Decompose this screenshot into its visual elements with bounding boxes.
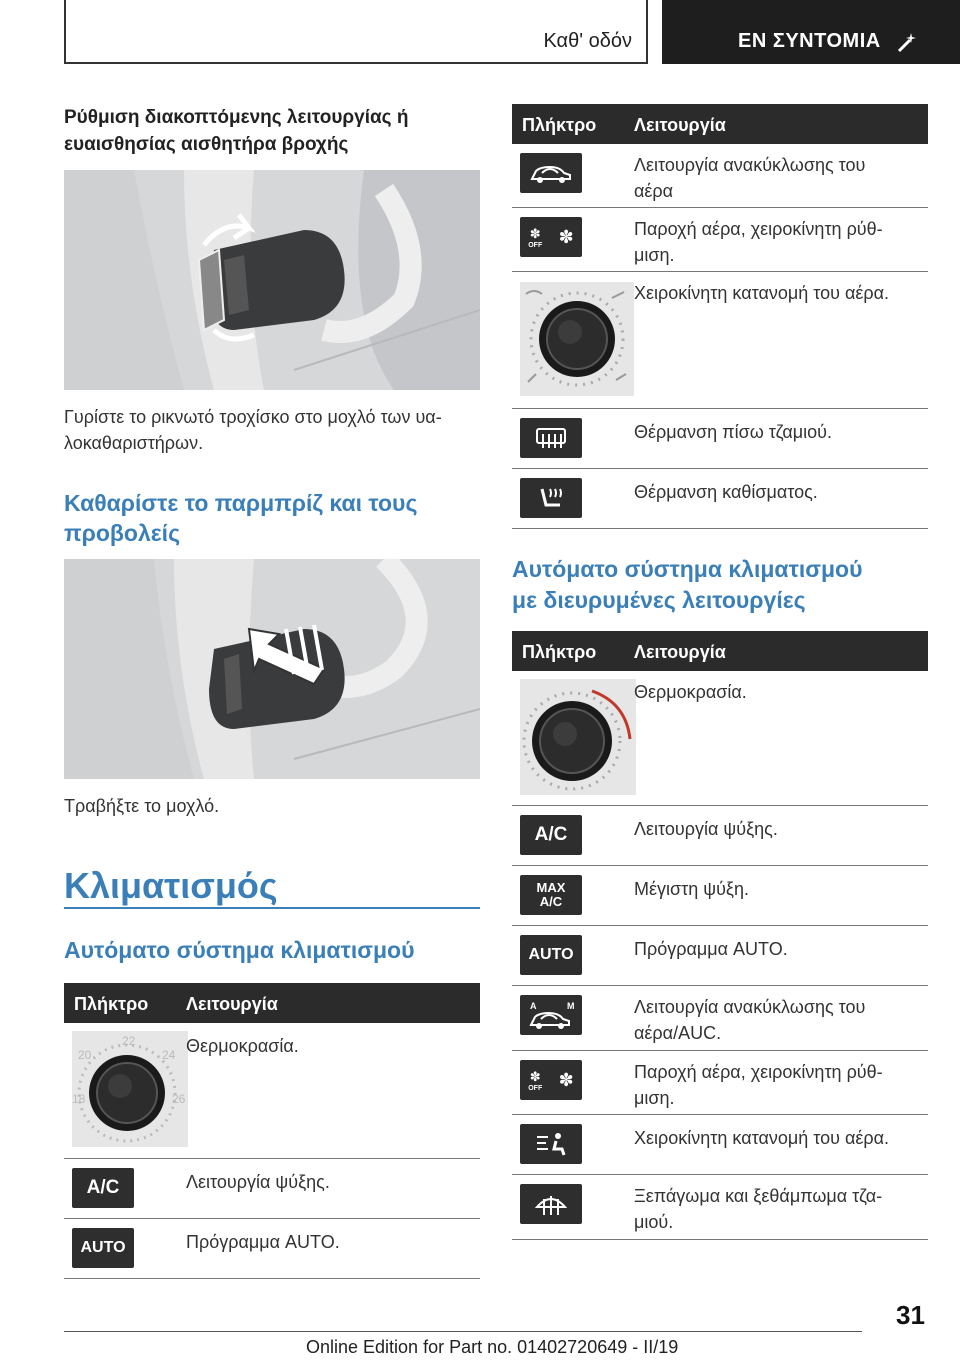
fan-button-icon[interactable]: ✽ OFF ✽: [520, 1060, 582, 1100]
caption-washer: Τραβήξτε το μοχλό.: [64, 796, 220, 816]
extended-heading: Αυτόματο σύστημα κλιματισμού με διευρυμένες λειτουργίες: [512, 556, 863, 613]
auto-button-icon[interactable]: AUTO: [520, 935, 582, 975]
fan-icon: ✽: [529, 225, 541, 241]
table-row: ✽ OFF ✽ Παροχή αέρα, χειροκίνητη ρύθ- μιση.: [512, 1051, 928, 1115]
table-row: Θέρμανση καθίσματος.: [512, 469, 928, 529]
temperature-knob-icon[interactable]: [520, 679, 636, 795]
ac-button-icon[interactable]: A/C: [72, 1168, 134, 1208]
svg-text:20: 20: [78, 1048, 92, 1062]
table-header: Πλήκτρο Λειτουργία: [512, 104, 928, 144]
recirculation-button-icon[interactable]: [520, 153, 582, 193]
table-row: A/C Λειτουργία ψύξης.: [64, 1159, 480, 1219]
air-distribution-button-icon[interactable]: [520, 1124, 582, 1164]
page-number: 31: [896, 1300, 925, 1330]
windshield-defrost-button-icon[interactable]: [520, 1184, 582, 1224]
header-chapter-label: ΕΝ ΣΥΝΤΟΜΙΑ: [738, 30, 881, 52]
svg-text:22: 22: [122, 1034, 136, 1048]
table-row: 22 24 20 18 26 Θερμοκρασία.: [64, 1023, 480, 1159]
seat-heating-button-icon[interactable]: [520, 478, 582, 518]
fan-icon: ✽: [558, 226, 574, 247]
svg-text:26: 26: [172, 1092, 186, 1106]
table-row: A M Λειτουργία ανακύκλωσης του αέρα/AUC.: [512, 986, 928, 1051]
table-row: Ξεπάγωμα και ξεθάμπωμα τζα- μιού.: [512, 1175, 928, 1240]
header-chapter-tab[interactable]: [662, 0, 960, 64]
fan-icon: ✽: [558, 1069, 574, 1090]
fan-icon: ✽: [529, 1068, 541, 1084]
table-header: Πλήκτρο Λειτουργία: [512, 631, 928, 671]
table-row: Χειροκίνητη κατανομή του αέρα.: [512, 1115, 928, 1175]
fan-button-icon[interactable]: ✽ OFF ✽: [520, 217, 582, 257]
table-row: AUTO Πρόγραμμα AUTO.: [64, 1219, 480, 1279]
svg-text:24: 24: [162, 1048, 176, 1062]
washer-stalk-photo: [64, 559, 480, 779]
table-row: ✽ OFF ✽ Παροχή αέρα, χειροκίνητη ρύθ- μιση.: [512, 208, 928, 272]
table-header: Πλήκτρο Λειτουργία: [64, 983, 480, 1023]
header-section-tab[interactable]: [64, 0, 648, 64]
air-flow-person-icon: [534, 1131, 568, 1157]
footer-edition: Online Edition for Part no. 01402720649 - II/19: [306, 1337, 679, 1357]
table-row: Χειροκίνητη κατανομή του αέρα.: [512, 272, 928, 409]
header-section-label: Καθ' οδόν: [543, 30, 632, 52]
table-row: Θερμοκρασία.: [512, 671, 928, 806]
section-divider: [64, 907, 480, 909]
car-recirculation-icon: [523, 999, 579, 1031]
sub-title: Αυτόματο σύστημα κλιματισμού: [64, 937, 415, 963]
wiper-stalk-photo: [64, 170, 480, 390]
table-row: AUTO Πρόγραμμα AUTO.: [512, 926, 928, 986]
ac-button-icon[interactable]: A/C: [520, 815, 582, 855]
wiper-heading: Ρύθμιση διακοπτόμενης λειτουργίας ή ευαισθησίας αισθητήρα βροχής: [64, 107, 409, 155]
max-ac-button-icon[interactable]: MAX A/C: [520, 875, 582, 915]
table-row: MAX A/C Μέγιστη ψύξη.: [512, 866, 928, 926]
svg-text:A: A: [530, 1001, 537, 1011]
table-row: A/C Λειτουργία ψύξης.: [512, 806, 928, 866]
windshield-defrost-icon: [534, 1191, 568, 1217]
section-title: Κλιματισμός: [64, 865, 278, 906]
rear-defrost-button-icon[interactable]: [520, 418, 582, 458]
right-extended-table: [512, 631, 928, 1240]
rear-window-heat-icon: [534, 426, 568, 450]
right-climate-table: [512, 104, 928, 529]
table-row: Θέρμανση πίσω τζαμιού.: [512, 409, 928, 469]
car-recirculation-icon: [528, 161, 574, 185]
seat-heat-icon: [536, 485, 566, 511]
caption-wiper: Γυρίστε το ρικνωτό τροχίσκο στο μοχλό των υα- λοκαθαριστήρων.: [64, 407, 442, 453]
svg-text:M: M: [567, 1001, 575, 1011]
clean-heading: Καθαρίστε το παρμπρίζ και τους προβολείς: [64, 490, 418, 546]
air-distribution-knob-icon[interactable]: [520, 282, 634, 396]
wand-icon: [896, 30, 920, 54]
footer-divider: [64, 1331, 862, 1332]
temperature-knob-icon[interactable]: [72, 1031, 188, 1147]
recirculation-auc-button-icon[interactable]: [520, 995, 582, 1035]
left-climate-table: [64, 983, 480, 1279]
svg-text:18: 18: [72, 1092, 86, 1106]
table-row: Λειτουργία ανακύκλωσης του αέρα: [512, 144, 928, 208]
auto-button-icon[interactable]: AUTO: [72, 1228, 134, 1268]
